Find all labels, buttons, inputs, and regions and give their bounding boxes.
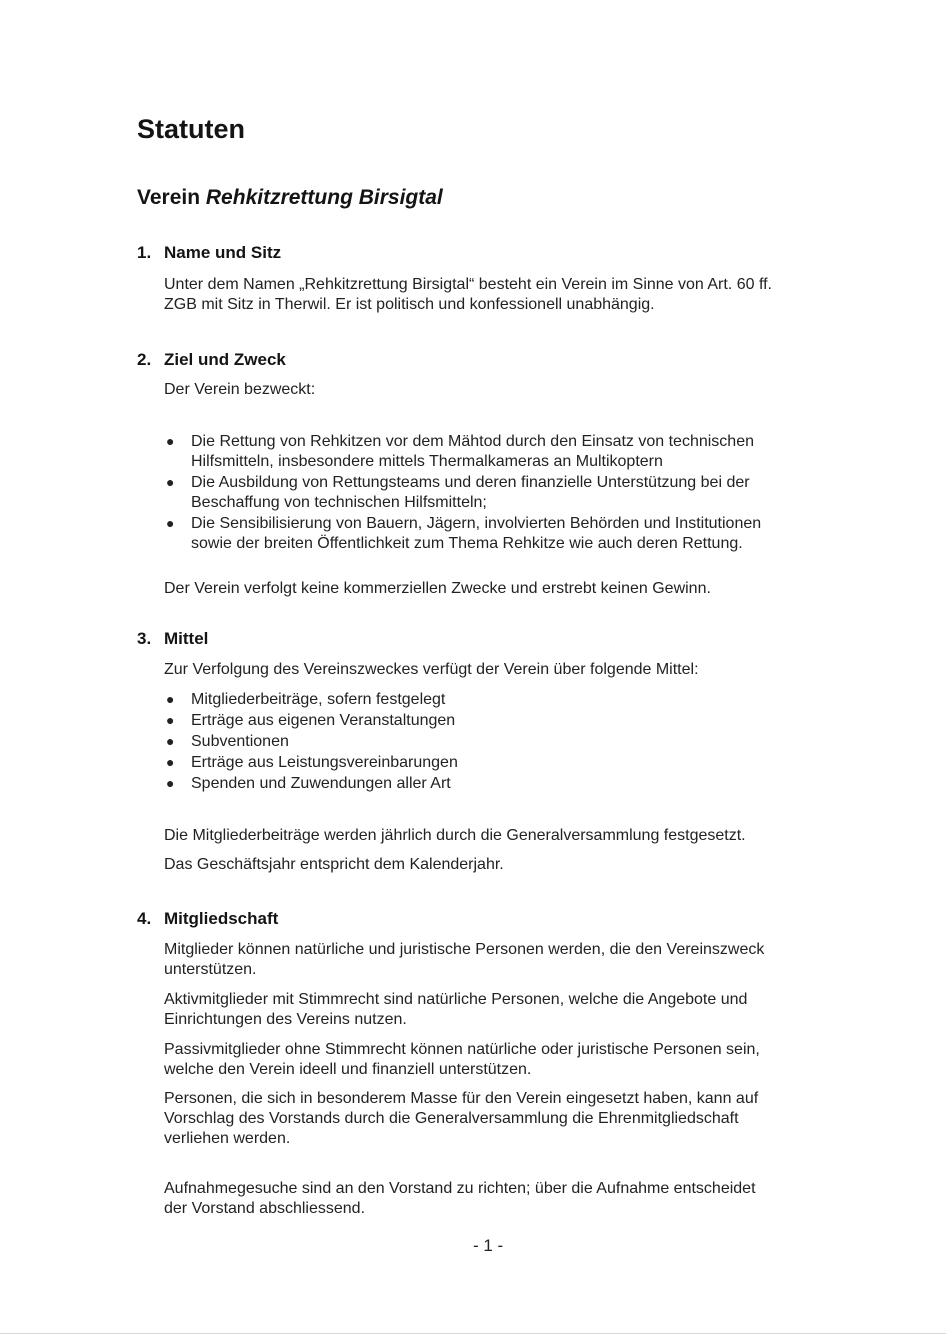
section-2-bullet-2-line-1: Die Ausbildung von Rettungsteams und deren finanzielle Unterstützung bei der (191, 474, 750, 491)
section-4-paragraph-4-line-3: verliehen werden. (164, 1130, 291, 1147)
bullet-icon: ● (166, 433, 175, 449)
section-3-number: 3. (137, 629, 152, 648)
bullet-icon: ● (166, 712, 175, 728)
section-1-paragraph-line-2: ZGB mit Sitz in Therwil. Er ist politisch und konfessionell unabhängig. (164, 296, 655, 313)
scan-edge-divider (0, 1333, 946, 1334)
bullet-icon: ● (166, 474, 175, 490)
document-subtitle (137, 186, 443, 210)
bullet-icon: ● (166, 515, 175, 531)
section-3-paragraph-2: Das Geschäftsjahr entspricht dem Kalenderjahr. (164, 856, 504, 873)
section-4-paragraph-3-line-1: Passivmitglieder ohne Stimmrecht können natürliche oder juristische Personen sein, (164, 1041, 760, 1058)
section-2-bullet-2-line-2: Beschaffung von technischen Hilfsmitteln; (191, 494, 487, 511)
bullet-icon: ● (166, 754, 175, 770)
section-2-closing: Der Verein verfolgt keine kommerziellen Zwecke und erstrebt keinen Gewinn. (164, 580, 711, 597)
section-2-title: Ziel und Zweck (164, 350, 286, 369)
subtitle-prefix: Verein (137, 186, 201, 209)
section-4-paragraph-3-line-2: welche den Verein ideell und finanziell unterstützen. (164, 1061, 532, 1078)
page-number: - 1 - (473, 1236, 504, 1255)
section-4-paragraph-1-line-1: Mitglieder können natürliche und juristische Personen werden, die den Vereinszweck (164, 941, 765, 958)
section-1-number: 1. (137, 243, 152, 262)
section-4-title: Mitgliedschaft (164, 909, 279, 928)
section-4-paragraph-5-line-2: der Vorstand abschliessend. (164, 1200, 366, 1217)
section-4-paragraph-4-line-2: Vorschlag des Vorstands durch die Generalversammlung die Ehrenmitgliedschaft (164, 1110, 739, 1127)
section-3-list-item: Mitgliederbeiträge, sofern festgelegt (191, 691, 446, 708)
section-2-bullet-3-line-1: Die Sensibilisierung von Bauern, Jägern, involvierten Behörden und Institutionen (191, 515, 762, 532)
section-1-title: Name und Sitz (164, 243, 282, 262)
section-4-paragraph-5-line-1: Aufnahmegesuche sind an den Vorstand zu richten; über die Aufnahme entscheidet (164, 1180, 756, 1197)
section-3-intro: Zur Verfolgung des Vereinszweckes verfügt der Verein über folgende Mittel: (164, 661, 699, 678)
section-2-intro: Der Verein bezweckt: (164, 381, 316, 398)
section-3-title: Mittel (164, 629, 209, 648)
section-2-bullet-1-line-1: Die Rettung von Rehkitzen vor dem Mähtod durch den Einsatz von technischen (191, 433, 754, 450)
section-2-bullet-1-line-2: Hilfsmitteln, insbesondere mittels Thermalkameras an Multikoptern (191, 453, 663, 470)
section-3-paragraph-1: Die Mitgliederbeiträge werden jährlich durch die Generalversammlung festgesetzt. (164, 827, 746, 844)
section-4-paragraph-4-line-1: Personen, die sich in besonderem Masse für den Verein eingesetzt haben, kann auf (164, 1090, 759, 1107)
section-3-list-item: Erträge aus eigenen Veranstaltungen (191, 712, 456, 729)
document-title: Statuten (137, 114, 245, 144)
section-3-list-item: Spenden und Zuwendungen aller Art (191, 775, 451, 792)
section-4-paragraph-2-line-2: Einrichtungen des Vereins nutzen. (164, 1011, 407, 1028)
bullet-icon: ● (166, 691, 175, 707)
section-1-paragraph-line-1: Unter dem Namen „Rehkitzrettung Birsigtal“ besteht ein Verein im Sinne von Art. 60 ff. (164, 276, 772, 293)
section-2-bullet-3-line-2: sowie der breiten Öffentlichkeit zum Thema Rehkitze wie auch deren Rettung. (191, 535, 743, 552)
bullet-icon: ● (166, 733, 175, 749)
section-4-paragraph-1-line-2: unterstützen. (164, 961, 257, 978)
section-3-list-item: Erträge aus Leistungsvereinbarungen (191, 754, 458, 771)
section-3-list-item: Subventionen (191, 733, 289, 750)
section-2-number: 2. (137, 350, 152, 369)
bullet-icon: ● (166, 775, 175, 791)
section-4-paragraph-2-line-1: Aktivmitglieder mit Stimmrecht sind natürliche Personen, welche die Angebote und (164, 991, 748, 1008)
section-4-number: 4. (137, 909, 152, 928)
subtitle-association-name: Rehkitzrettung Birsigtal (205, 186, 443, 209)
